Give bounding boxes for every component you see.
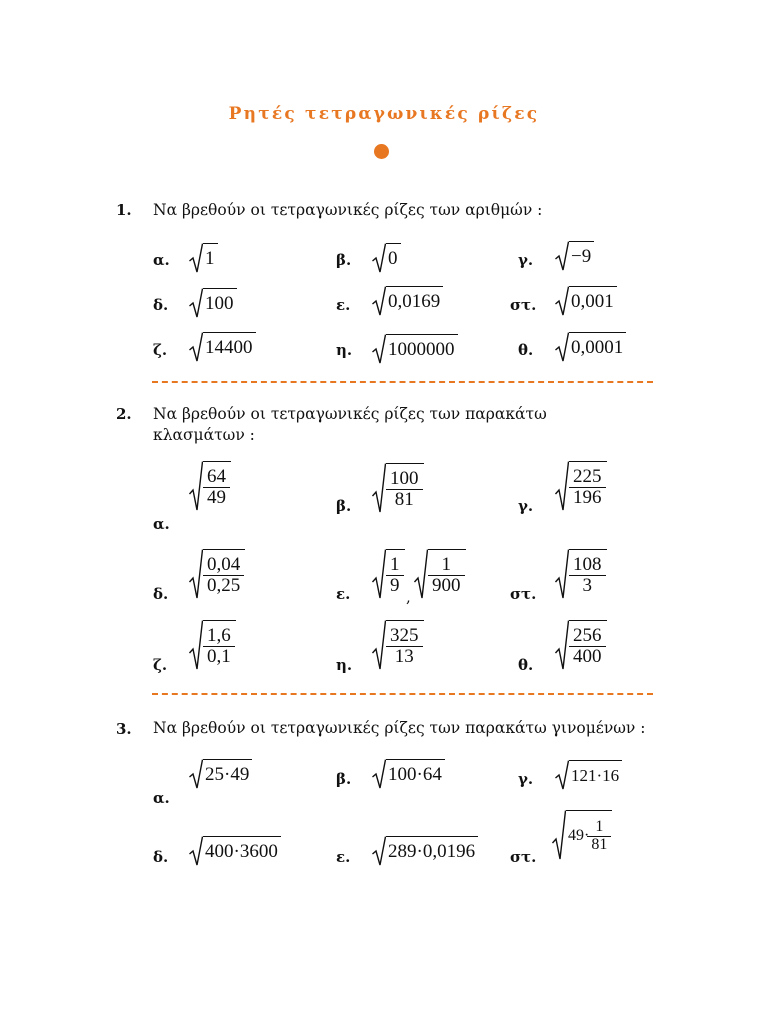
q2-item-st-label: στ.: [510, 585, 537, 603]
q2-item-z-label: ζ.: [153, 656, 168, 674]
q1-item-b-radical: [372, 243, 401, 273]
q1-item-th-label: θ.: [518, 341, 534, 359]
q1-item-a-radicand: 1: [203, 243, 218, 273]
q1-item-d-label: δ.: [153, 296, 169, 314]
q3-item-g-radical: [555, 760, 622, 790]
q2-item-z-denominator: 0,1: [203, 646, 235, 667]
question-2-text: Να βρεθούν οι τετραγωνικές ρίζες των παρακάτω κλασμάτων :: [153, 405, 547, 444]
q3-item-a-radicand: 25·49: [203, 759, 252, 789]
title-bullet-dot: [374, 144, 389, 159]
section-separator-1: [152, 381, 653, 383]
q2-item-th-denominator: 400: [569, 646, 606, 667]
q2-item-b-numerator: 100: [390, 467, 419, 489]
q3-item-st-label: στ.: [510, 848, 537, 866]
q2-item-h-label: η.: [336, 656, 353, 674]
q1-item-st-radical: [555, 286, 617, 316]
q2-item-d-denominator: 0,25: [203, 575, 244, 596]
q3-item-g-radicand: 121·16: [569, 760, 622, 790]
q3-item-st-radical: [552, 810, 612, 860]
q2-item-e2-numerator: 1: [441, 553, 451, 575]
q2-item-b-denominator: 81: [386, 489, 423, 510]
q3-item-b-label: β.: [336, 770, 352, 788]
q2-item-d-numerator: 0,04: [207, 553, 241, 575]
q2-item-g-radical: [555, 461, 607, 511]
q3-item-st-denominator: 81: [587, 836, 611, 854]
q2-item-a-numerator: 64: [207, 465, 226, 487]
q3-item-st-numerator: 1: [595, 817, 604, 835]
q2-item-d-label: δ.: [153, 585, 169, 603]
q2-item-g-label: γ.: [518, 497, 534, 515]
q2-item-g-denominator: 196: [569, 487, 606, 508]
q2-item-z-radical: [189, 620, 236, 670]
q2-item-g-numerator: 225: [573, 465, 602, 487]
q2-item-e-radical-1: [372, 549, 405, 599]
q1-item-a-label: α.: [153, 251, 170, 269]
page-title: Ρητές τετραγωνικές ρίζες: [228, 104, 540, 124]
q2-item-th-numerator: 256: [573, 624, 602, 646]
q1-item-z-label: ζ.: [153, 341, 168, 359]
q3-item-d-radical: [189, 836, 281, 866]
q2-item-e-comma: ,: [406, 588, 411, 606]
q3-item-b-radical: [372, 759, 445, 789]
q1-item-z-radical: [189, 332, 256, 362]
q1-item-h-radical: [372, 334, 458, 364]
question-1-text: Να βρεθούν οι τετραγωνικές ρίζες των αριθμών :: [153, 201, 543, 219]
q2-item-a-label: α.: [153, 515, 170, 533]
q2-item-z-numerator: 1,6: [207, 624, 231, 646]
q2-item-a-denominator: 49: [203, 487, 230, 508]
q2-item-e-denominator: 9: [386, 575, 404, 596]
q1-item-th-radical: [555, 332, 626, 362]
q2-item-e-numerator: 1: [390, 553, 400, 575]
q3-item-e-radical: [372, 836, 478, 866]
q1-item-th-radicand: 0,0001: [569, 332, 626, 362]
q1-item-d-radicand: 100: [203, 288, 237, 318]
q3-item-d-label: δ.: [153, 848, 169, 866]
q2-item-st-radical: [555, 549, 607, 599]
q3-item-e-radicand: 289·0,0196: [386, 836, 478, 866]
q1-item-a-radical: [189, 243, 218, 273]
q1-item-g-radicand: −9: [569, 241, 594, 271]
q2-item-e2-denominator: 900: [428, 575, 465, 596]
q2-item-a-radical: [189, 461, 231, 511]
q3-item-st-prefix: 49·: [568, 827, 590, 844]
q2-item-h-denominator: 13: [386, 646, 423, 667]
q1-item-g-label: γ.: [518, 251, 534, 269]
q3-item-d-radicand: 400·3600: [203, 836, 281, 866]
q1-item-e-label: ε.: [336, 296, 351, 314]
question-3-number: 3.: [116, 720, 132, 738]
q3-item-a-radical: [189, 759, 252, 789]
q3-item-g-label: γ.: [518, 770, 534, 788]
q2-item-d-radical: [189, 549, 245, 599]
section-separator-2: [152, 693, 653, 695]
q3-item-e-label: ε.: [336, 848, 351, 866]
q1-item-e-radical: [372, 286, 443, 316]
q2-item-h-numerator: 325: [390, 624, 419, 646]
q1-item-st-label: στ.: [510, 296, 537, 314]
q1-item-g-radical: [555, 241, 594, 271]
q2-item-h-radical: [372, 620, 424, 670]
q1-item-st-radicand: 0,001: [569, 286, 617, 316]
question-1-number: 1.: [116, 201, 132, 219]
question-3-text: Να βρεθούν οι τετραγωνικές ρίζες των παρακάτω γινομένων :: [153, 719, 646, 737]
q1-item-e-radicand: 0,0169: [386, 286, 443, 316]
q1-item-b-label: β.: [336, 251, 352, 269]
q1-item-h-radicand: 1000000: [386, 334, 458, 364]
q2-item-th-label: θ.: [518, 656, 534, 674]
q1-item-d-radical: [189, 288, 237, 318]
q1-item-b-radicand: 0: [386, 243, 401, 273]
q2-item-e-label: ε.: [336, 585, 351, 603]
q3-item-a-label: α.: [153, 789, 170, 807]
q2-item-th-radical: [555, 620, 607, 670]
q2-item-st-denominator: 3: [569, 575, 606, 596]
q1-item-h-label: η.: [336, 341, 353, 359]
question-2-number: 2.: [116, 405, 132, 423]
q2-item-st-numerator: 108: [573, 553, 602, 575]
q1-item-z-radicand: 14400: [203, 332, 256, 362]
q2-item-b-radical: [372, 463, 424, 513]
q2-item-e-radical-2: [414, 549, 466, 599]
q2-item-b-label: β.: [336, 497, 352, 515]
q3-item-b-radicand: 100·64: [386, 759, 445, 789]
